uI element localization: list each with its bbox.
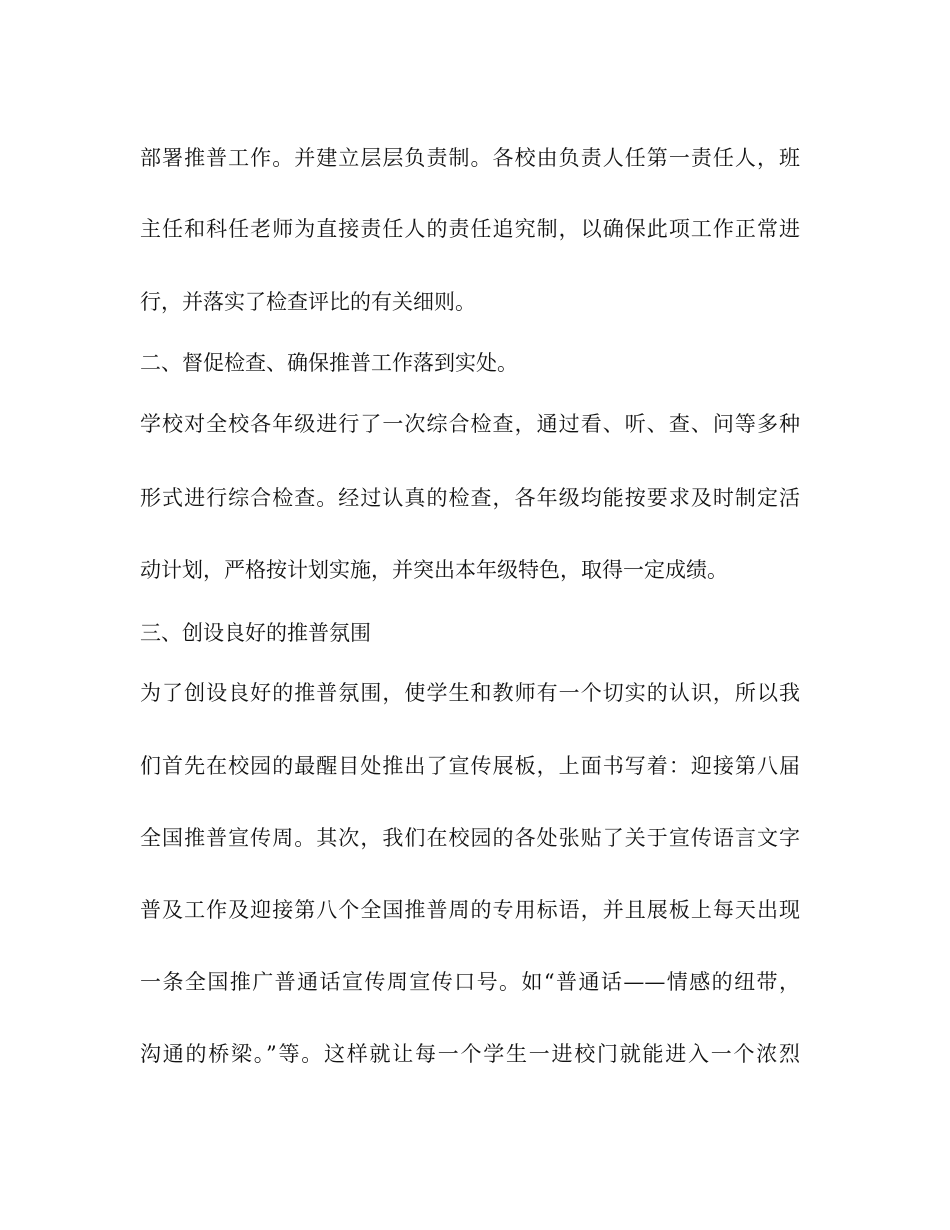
paragraph-line: 一条全国推广普通话宣传周宣传口号。如“普通话——情感的纽带，	[140, 970, 800, 994]
paragraph-line: 动计划，严格按计划实施，并突出本年级特色，取得一定成绩。	[140, 558, 728, 582]
paragraph-line: 全国推普宣传周。其次，我们在校园的各处张贴了关于宣传语言文字	[140, 826, 800, 850]
paragraph-line: 形式进行综合检查。经过认真的检查，各年级均能按要求及时制定活	[140, 486, 800, 510]
section-heading: 三、创设良好的推普氛围	[140, 621, 371, 645]
paragraph-line: 主任和科任老师为直接责任人的责任追究制，以确保此项工作正常进	[140, 217, 800, 241]
paragraph-line: 们首先在校园的最醒目处推出了宣传展板，上面书写着：迎接第八届	[140, 754, 800, 778]
paragraph-line: 行，并落实了检查评比的有关细则。	[140, 290, 476, 314]
paragraph-line: 部署推普工作。并建立层层负责制。各校由负责人任第一责任人，班	[140, 146, 800, 170]
paragraph-line: 为了创设良好的推普氛围，使学生和教师有一个切实的认识，所以我	[140, 681, 800, 705]
paragraph-line: 普及工作及迎接第八个全国推普周的专用标语，并且展板上每天出现	[140, 898, 800, 922]
paragraph-line: 沟通的桥梁。”等。这样就让每一个学生一进校门就能进入一个浓烈	[140, 1042, 800, 1066]
paragraph-line: 学校对全校各年级进行了一次综合检查，通过看、听、查、问等多种	[140, 412, 800, 436]
section-heading: 二、督促检查、确保推普工作落到实处。	[140, 351, 518, 375]
